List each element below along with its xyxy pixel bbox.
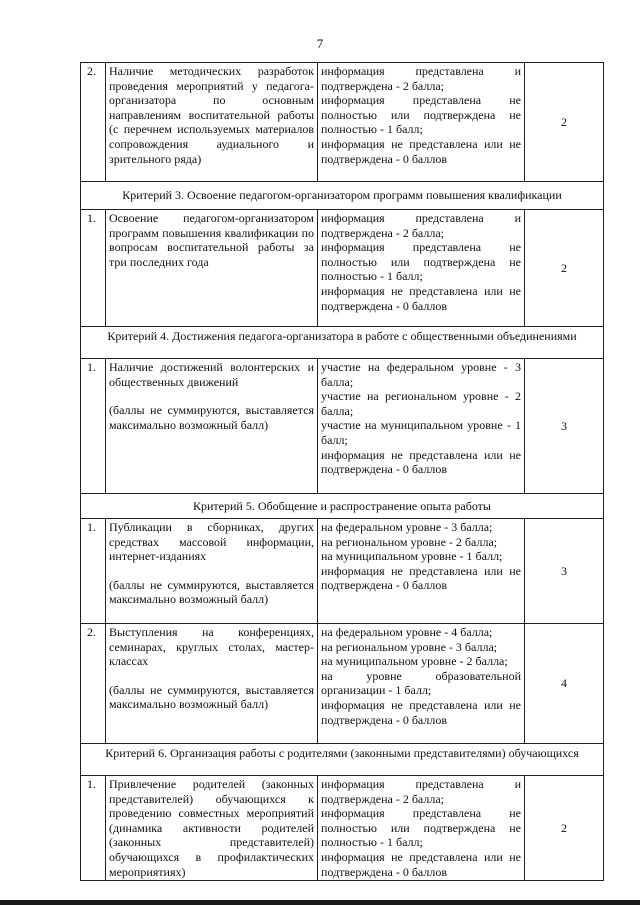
row-number: 1. bbox=[81, 776, 106, 881]
table-row bbox=[81, 519, 604, 624]
scoring-rule: участие на федеральном уровне - 3 балла; bbox=[321, 360, 521, 389]
indicator-description: Наличие методических разработок проведения мероприятий у педагога-организатора по основным направлениям воспитательной работы (с перечнем используемых материалов сопровождения аудиального и зрительного ряда) bbox=[106, 63, 318, 182]
scan-bottom-edge bbox=[0, 900, 640, 905]
scoring-rules bbox=[318, 210, 525, 327]
scoring-rules bbox=[318, 359, 525, 494]
criterion-title: Критерий 4. Достижения педагога-организатора в работе с общественными объединениями bbox=[81, 327, 604, 359]
indicator-description: Освоение педагогом-организатором программ повышения квалификации по вопросам воспитательной работы за три последних года bbox=[106, 210, 318, 327]
table-row bbox=[81, 63, 604, 182]
indicator-note: (баллы не суммируются, выставляется максимально возможный балл) bbox=[109, 403, 314, 432]
criterion-title: Критерий 6. Организация работы с родителями (законными представителями) обучающихся bbox=[81, 744, 604, 776]
indicator-note: (баллы не суммируются, выставляется максимально возможный балл) bbox=[109, 577, 314, 607]
scoring-rule: информация представлена и подтверждена - 2 балла; bbox=[321, 64, 521, 93]
scoring-rule: информация не представлена или не подтверждена - 0 баллов bbox=[321, 849, 521, 879]
scoring-rule: на федеральном уровне - 4 балла; bbox=[321, 625, 493, 639]
scoring-rule: на муниципальном уровне - 1 балл; bbox=[321, 549, 503, 564]
scoring-rule: информация не представлена или не подтверждена - 0 баллов bbox=[321, 563, 521, 593]
row-number: 2. bbox=[81, 624, 106, 744]
indicator-description bbox=[106, 519, 318, 624]
indicator-description bbox=[106, 624, 318, 744]
table-row bbox=[81, 776, 604, 881]
indicator-description: Привлечение родителей (законных представителей) обучающихся к проведению совместных мероприятий (динамика активности родителей (законных представителей) обучающихся в профилактических мероприятиях) bbox=[106, 776, 318, 881]
scoring-rule: информация представлена не полностью или подтверждена не полностью - 1 балл; bbox=[321, 240, 521, 284]
table-row bbox=[81, 624, 604, 744]
scoring-rule: участие на региональном уровне - 2 балла; bbox=[321, 389, 521, 418]
criterion-header bbox=[81, 327, 604, 359]
scoring-rule: на уровне образовательной организации - 1 балл; bbox=[321, 668, 521, 698]
criterion-title: Критерий 3. Освоение педагогом-организатором программ повышения квалификации bbox=[81, 182, 604, 210]
scoring-rules bbox=[318, 776, 525, 881]
scoring-rule: на региональном уровне - 2 балла; bbox=[321, 534, 498, 549]
scoring-rules bbox=[318, 63, 525, 182]
indicator-text: Выступления на конференциях, семинарах, круглых столах, мастер-классах bbox=[109, 625, 314, 669]
scoring-rule: информация представлена и подтверждена - 2 балла; bbox=[321, 777, 521, 806]
max-score: 2 bbox=[525, 210, 604, 327]
scoring-rule: информация представлена не полностью или подтверждена не полностью - 1 балл; bbox=[321, 93, 521, 137]
table-row bbox=[81, 210, 604, 327]
row-number: 1. bbox=[81, 359, 106, 494]
scoring-rule: информация не представлена или не подтверждена - 0 баллов bbox=[321, 136, 521, 166]
row-number: 1. bbox=[81, 519, 106, 624]
indicator-text: Наличие достижений волонтерских и общественных движений bbox=[109, 360, 314, 389]
criterion-header bbox=[81, 494, 604, 519]
scoring-rule: информация представлена не полностью или подтверждена не полностью - 1 балл; bbox=[321, 806, 521, 850]
indicator-description bbox=[106, 359, 318, 494]
scoring-rule: информация не представлена или не подтверждена - 0 баллов bbox=[321, 447, 521, 477]
max-score: 4 bbox=[525, 624, 604, 744]
indicator-note: (баллы не суммируются, выставляется максимально возможный балл) bbox=[109, 682, 314, 712]
row-number: 1. bbox=[81, 210, 106, 327]
criterion-header bbox=[81, 744, 604, 776]
row-number: 2. bbox=[81, 63, 106, 182]
scoring-rules bbox=[318, 624, 525, 744]
page-number: 7 bbox=[316, 36, 324, 51]
criterion-header bbox=[81, 182, 604, 210]
scoring-rule: на региональном уровне - 3 балла; bbox=[321, 639, 498, 654]
scoring-rule: информация не представлена или не подтверждена - 0 баллов bbox=[321, 283, 521, 313]
scoring-rules bbox=[318, 519, 525, 624]
criteria-table bbox=[80, 62, 604, 881]
criterion-title: Критерий 5. Обобщение и распространение опыта работы bbox=[81, 494, 604, 519]
table-row bbox=[81, 359, 604, 494]
scoring-rule: информация представлена и подтверждена - 2 балла; bbox=[321, 211, 521, 240]
scoring-rule: на федеральном уровне - 3 балла; bbox=[321, 520, 493, 534]
scoring-rule: на муниципальном уровне - 2 балла; bbox=[321, 654, 508, 669]
scoring-rule: участие на муниципальном уровне - 1 балл; bbox=[321, 418, 521, 447]
max-score: 3 bbox=[525, 359, 604, 494]
scoring-rule: информация не представлена или не подтверждена - 0 баллов bbox=[321, 697, 521, 727]
max-score: 2 bbox=[525, 63, 604, 182]
max-score: 2 bbox=[525, 776, 604, 881]
max-score: 3 bbox=[525, 519, 604, 624]
indicator-text: Публикации в сборниках, других средствах массовой информации, интернет-изданиях bbox=[109, 520, 314, 564]
